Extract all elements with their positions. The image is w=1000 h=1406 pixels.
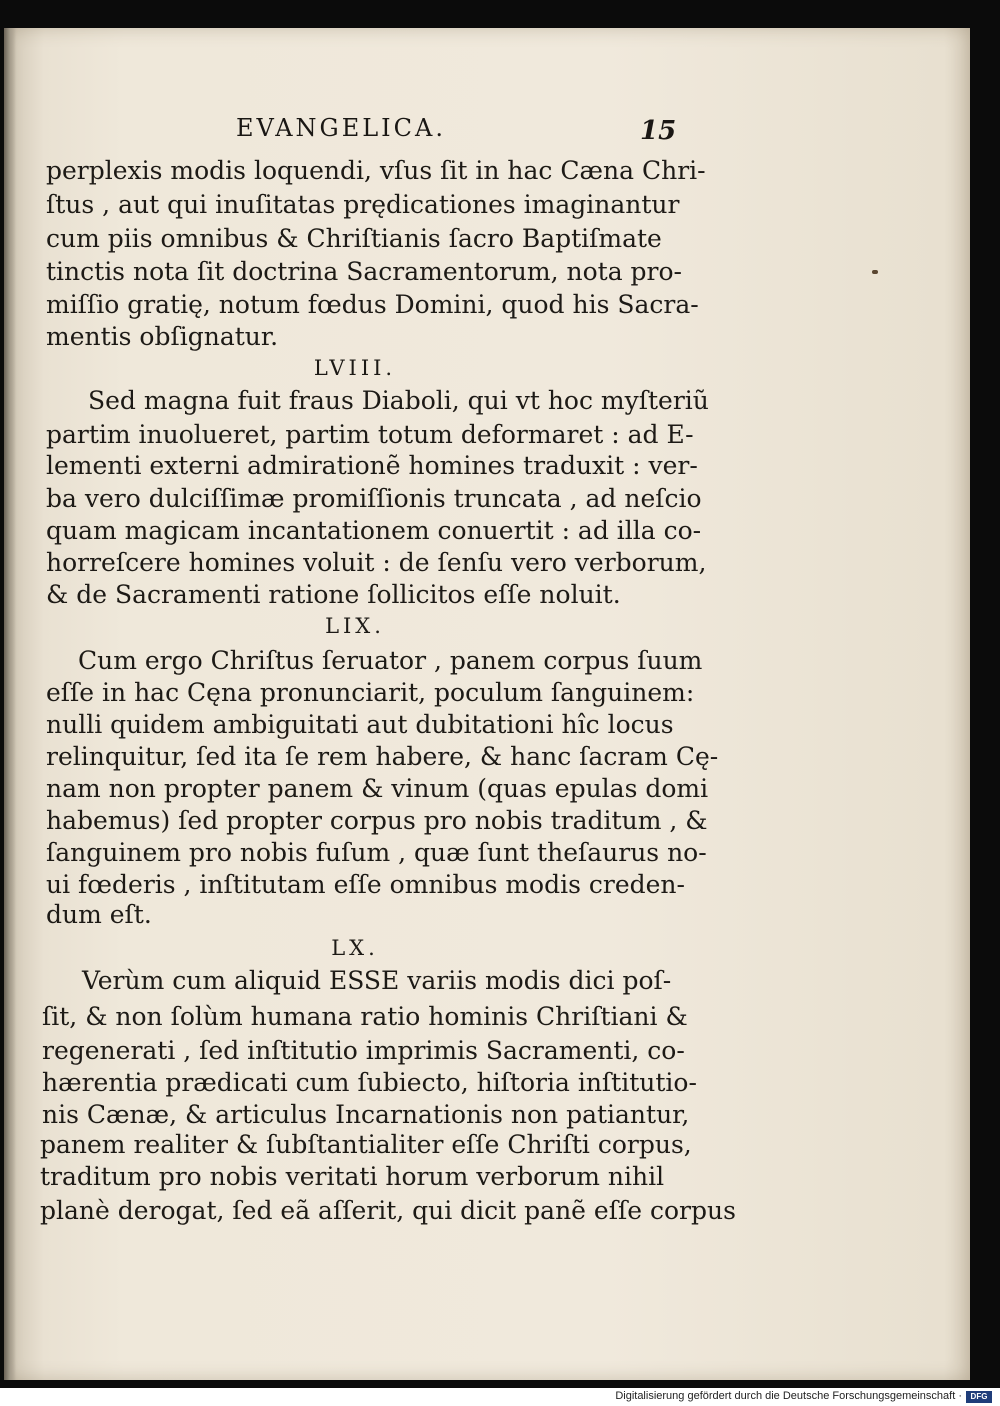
section-heading-lix: LIX. (325, 614, 385, 638)
text-line: ſtus , aut qui inuſitatas prędicationes imaginantur (46, 190, 680, 219)
page-number: 15 (640, 116, 677, 146)
text-line: ui fœderis , inſtitutam eſſe omnibus modis creden- (46, 870, 685, 899)
text-line: nam non propter panem & vinum (quas epulas domi (46, 774, 709, 803)
text-line: nis Cænæ, & articulus Incarnationis non patiantur, (42, 1100, 690, 1129)
running-head: EVANGELICA. (236, 114, 446, 142)
text-line: panem realiter & ſubſtantialiter eſſe Chriſti corpus, (40, 1130, 692, 1159)
text-line: Sed magna fuit fraus Diaboli, qui vt hoc myſteriũ (88, 386, 709, 415)
text-line: & de Sacramenti ratione ſollicitos eſſe noluit. (46, 580, 621, 609)
section-heading-lx: LX. (331, 936, 379, 960)
text-line: hærentia prædicati cum ſubiecto, hiſtoria inſtitutio- (42, 1068, 697, 1097)
text-line: relinquitur, ſed ita ſe rem habere, & hanc ſacram Cę- (46, 742, 719, 771)
text-line: perplexis modis loquendi, vſus ſit in hac Cæna Chri- (46, 156, 706, 185)
text-line: cum piis omnibus & Chriſtianis ſacro Baptiſmate (46, 224, 662, 253)
text-line: quam magicam incantationem conuertit : ad illa co- (46, 516, 702, 545)
text-line: partim inuolueret, partim totum deformaret : ad E- (46, 420, 694, 449)
text-line: Cum ergo Chriſtus ſeruator , panem corpus ſuum (78, 646, 703, 675)
text-line: regenerati , ſed inſtitutio imprimis Sacramenti, co- (42, 1036, 685, 1065)
section-heading-lviii: LVIII. (313, 356, 397, 380)
page-binding-edge (4, 28, 16, 1380)
text-line: ſanguinem pro nobis fuſum , quæ ſunt theſaurus no- (46, 838, 707, 867)
text-line: ba vero dulciſſimæ promiſſionis truncata , ad neſcio (46, 484, 702, 513)
text-line: eſſe in hac Cęna pronunciarit, poculum ſanguinem: (46, 678, 695, 707)
text-line: mentis obſignatur. (46, 322, 279, 351)
text-line: ſit, & non ſolùm humana ratio hominis Chriſtiani & (42, 1002, 688, 1031)
dfg-logo: DFG (966, 1391, 992, 1403)
text-line: dum eſt. (46, 900, 152, 929)
text-line: Verùm cum aliquid ESSE variis modis dici poſ- (82, 966, 672, 995)
text-line: traditum pro nobis veritati horum verborum nihil (40, 1162, 665, 1191)
text-line: lementi externi admirationẽ homines traduxit : ver- (46, 451, 698, 480)
text-line: planè derogat, ſed eã aſſerit, qui dicit panẽ eſſe corpus (40, 1196, 736, 1225)
text-line: tinctis nota ſit doctrina Sacramentorum, nota pro- (46, 257, 682, 286)
text-line: habemus) ſed propter corpus pro nobis traditum , & (46, 806, 708, 835)
text-line: horreſcere homines voluit : de ſenſu vero verborum, (46, 548, 707, 577)
text-line: miſſio gratię, notum fœdus Domini, quod his Sacra- (46, 290, 699, 319)
paper-speck (872, 270, 878, 274)
funding-credit: Digitalisierung gefördert durch die Deutsche Forschungsgemeinschaft · (615, 1390, 962, 1402)
text-line: nulli quidem ambiguitati aut dubitationi hîc locus (46, 710, 674, 739)
